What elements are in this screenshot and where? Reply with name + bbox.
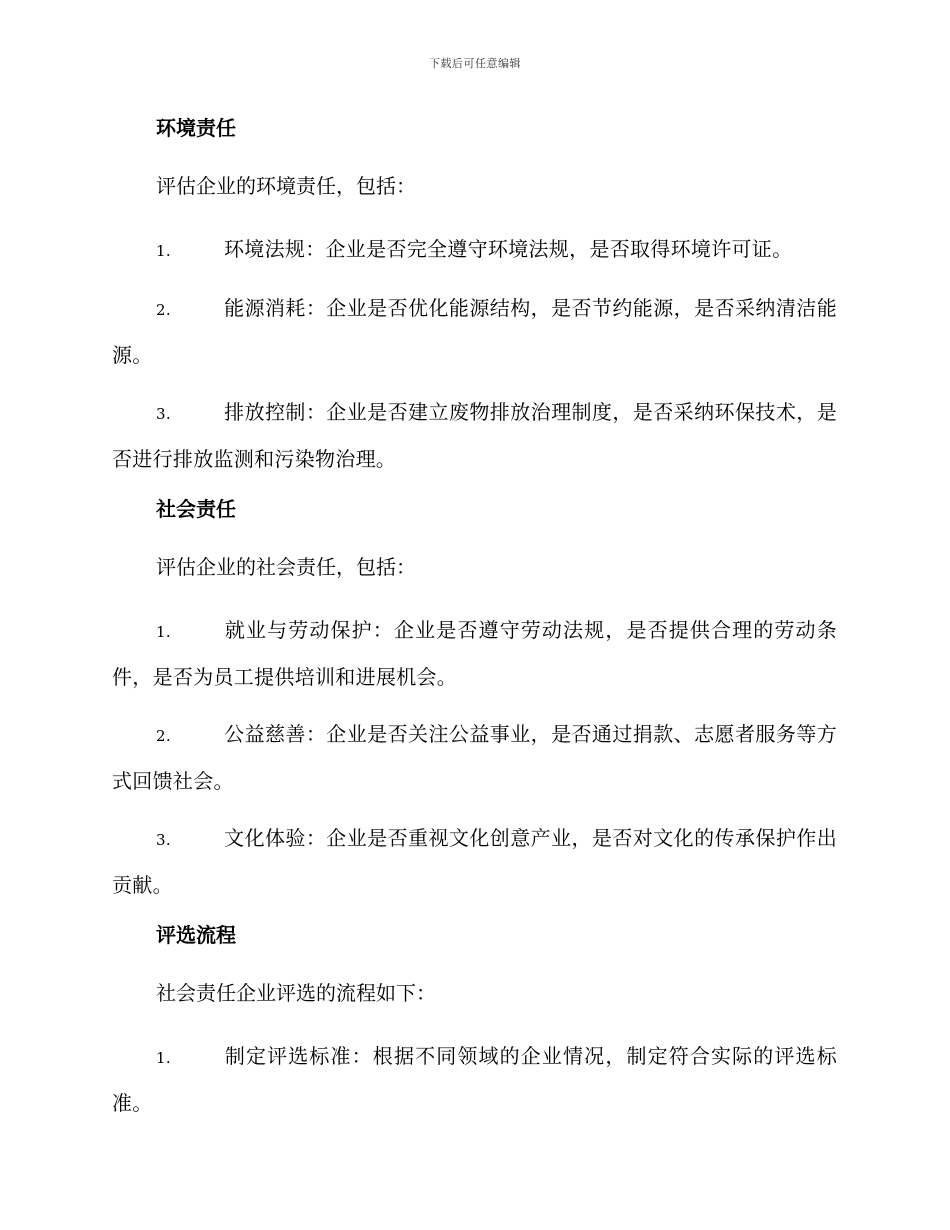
list-item-number: 3. xyxy=(156,405,171,423)
list-item-number: 1. xyxy=(156,1049,171,1067)
section-heading: 环境责任 xyxy=(156,116,236,140)
section-environment xyxy=(112,113,837,482)
list-item xyxy=(112,712,837,804)
section-intro: 评估企业的社会责任，包括： xyxy=(156,555,416,579)
list-item-number: 2. xyxy=(156,727,171,745)
section-intro: 评估企业的环境责任，包括： xyxy=(156,174,416,198)
section-heading: 社会责任 xyxy=(156,497,236,521)
list-item-text: 能源消耗：企业是否优化能源结构，是否节约能源，是否采纳清洁能源。 xyxy=(112,296,837,367)
list-item xyxy=(112,390,837,482)
list-item xyxy=(112,227,837,274)
list-item-text: 排放控制：企业是否建立废物排放治理制度，是否采纳环保技术，是否进行排放监测和污染物治理。 xyxy=(112,400,837,471)
section-heading: 评选流程 xyxy=(156,923,236,947)
section-intro: 社会责任企业评选的流程如下： xyxy=(156,981,436,1005)
list-item-number: 2. xyxy=(156,301,171,319)
list-item-text: 公益慈善：企业是否关注公益事业，是否通过捐款、志愿者服务等方式回馈社会。 xyxy=(112,722,837,793)
list-item-text: 制定评选标准：根据不同领域的企业情况，制定符合实际的评选标准。 xyxy=(112,1044,837,1115)
list-item-number: 1. xyxy=(156,623,171,641)
list-item-number: 3. xyxy=(156,831,171,849)
list-item xyxy=(112,816,837,908)
header-note: 下载后可任意编辑 xyxy=(429,57,521,70)
list-item-text: 就业与劳动保护：企业是否遵守劳动法规，是否提供合理的劳动条件，是否为员工提供培训和进展机会。 xyxy=(112,618,837,689)
list-item xyxy=(112,608,837,700)
section-social xyxy=(112,494,837,908)
section-process xyxy=(112,920,837,1126)
list-item-text: 环境法规：企业是否完全遵守环境法规，是否取得环境许可证。 xyxy=(224,237,793,261)
list-item-number: 1. xyxy=(156,242,171,260)
list-item xyxy=(112,1034,837,1126)
list-item-text: 文化体验：企业是否重视文化创意产业，是否对文化的传承保护作出贡献。 xyxy=(112,826,837,897)
list-item xyxy=(112,286,837,378)
document-body xyxy=(112,113,837,1126)
